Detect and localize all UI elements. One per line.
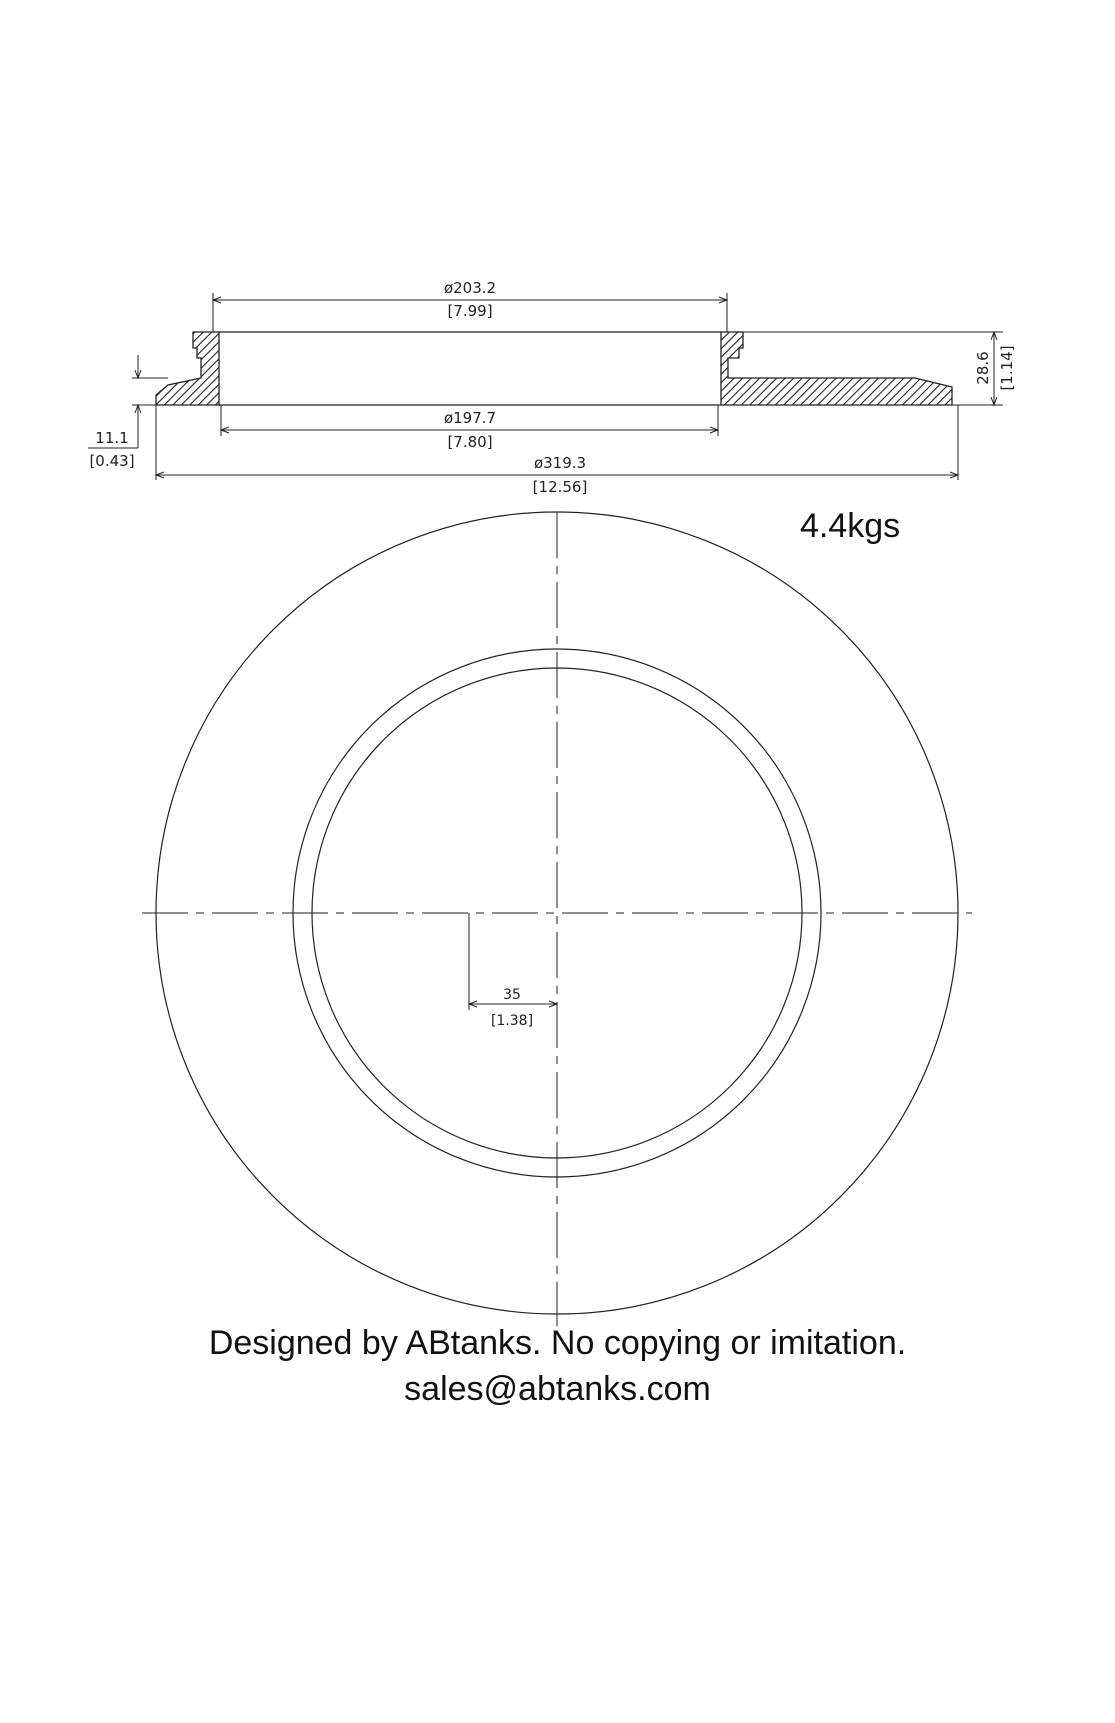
right-cross-section [721, 332, 952, 405]
dim-offset-mm: 35 [503, 987, 521, 1003]
dim-base-thickness-mm: 11.1 [95, 429, 129, 447]
center-lines [142, 512, 972, 1326]
plan-view [156, 512, 958, 1314]
left-cross-section [156, 332, 219, 405]
dim-base-thickness-in: [0.43] [89, 452, 135, 470]
dim-inner-in: [7.80] [447, 433, 493, 451]
dim-height-mm: 28.6 [974, 351, 992, 385]
dim-height-in: [1.14] [998, 345, 1016, 391]
dim-outer-flange-in: [7.99] [447, 302, 493, 320]
dim-outer-flange-mm: ø203.2 [443, 279, 497, 297]
dim-inner-mm: ø197.7 [443, 409, 497, 427]
footer-email: sales@abtanks.com [404, 1370, 711, 1408]
dim-overall-in: [12.56] [532, 478, 588, 496]
outer-circle [156, 512, 958, 1314]
footer-designer-note: Designed by ABtanks. No copying or imitation. [208, 1324, 907, 1362]
dim-offset-in: [1.38] [490, 1013, 534, 1029]
weight-label: 4.4kgs [800, 507, 901, 545]
section-view [156, 332, 952, 405]
dim-overall-mm: ø319.3 [533, 454, 587, 472]
